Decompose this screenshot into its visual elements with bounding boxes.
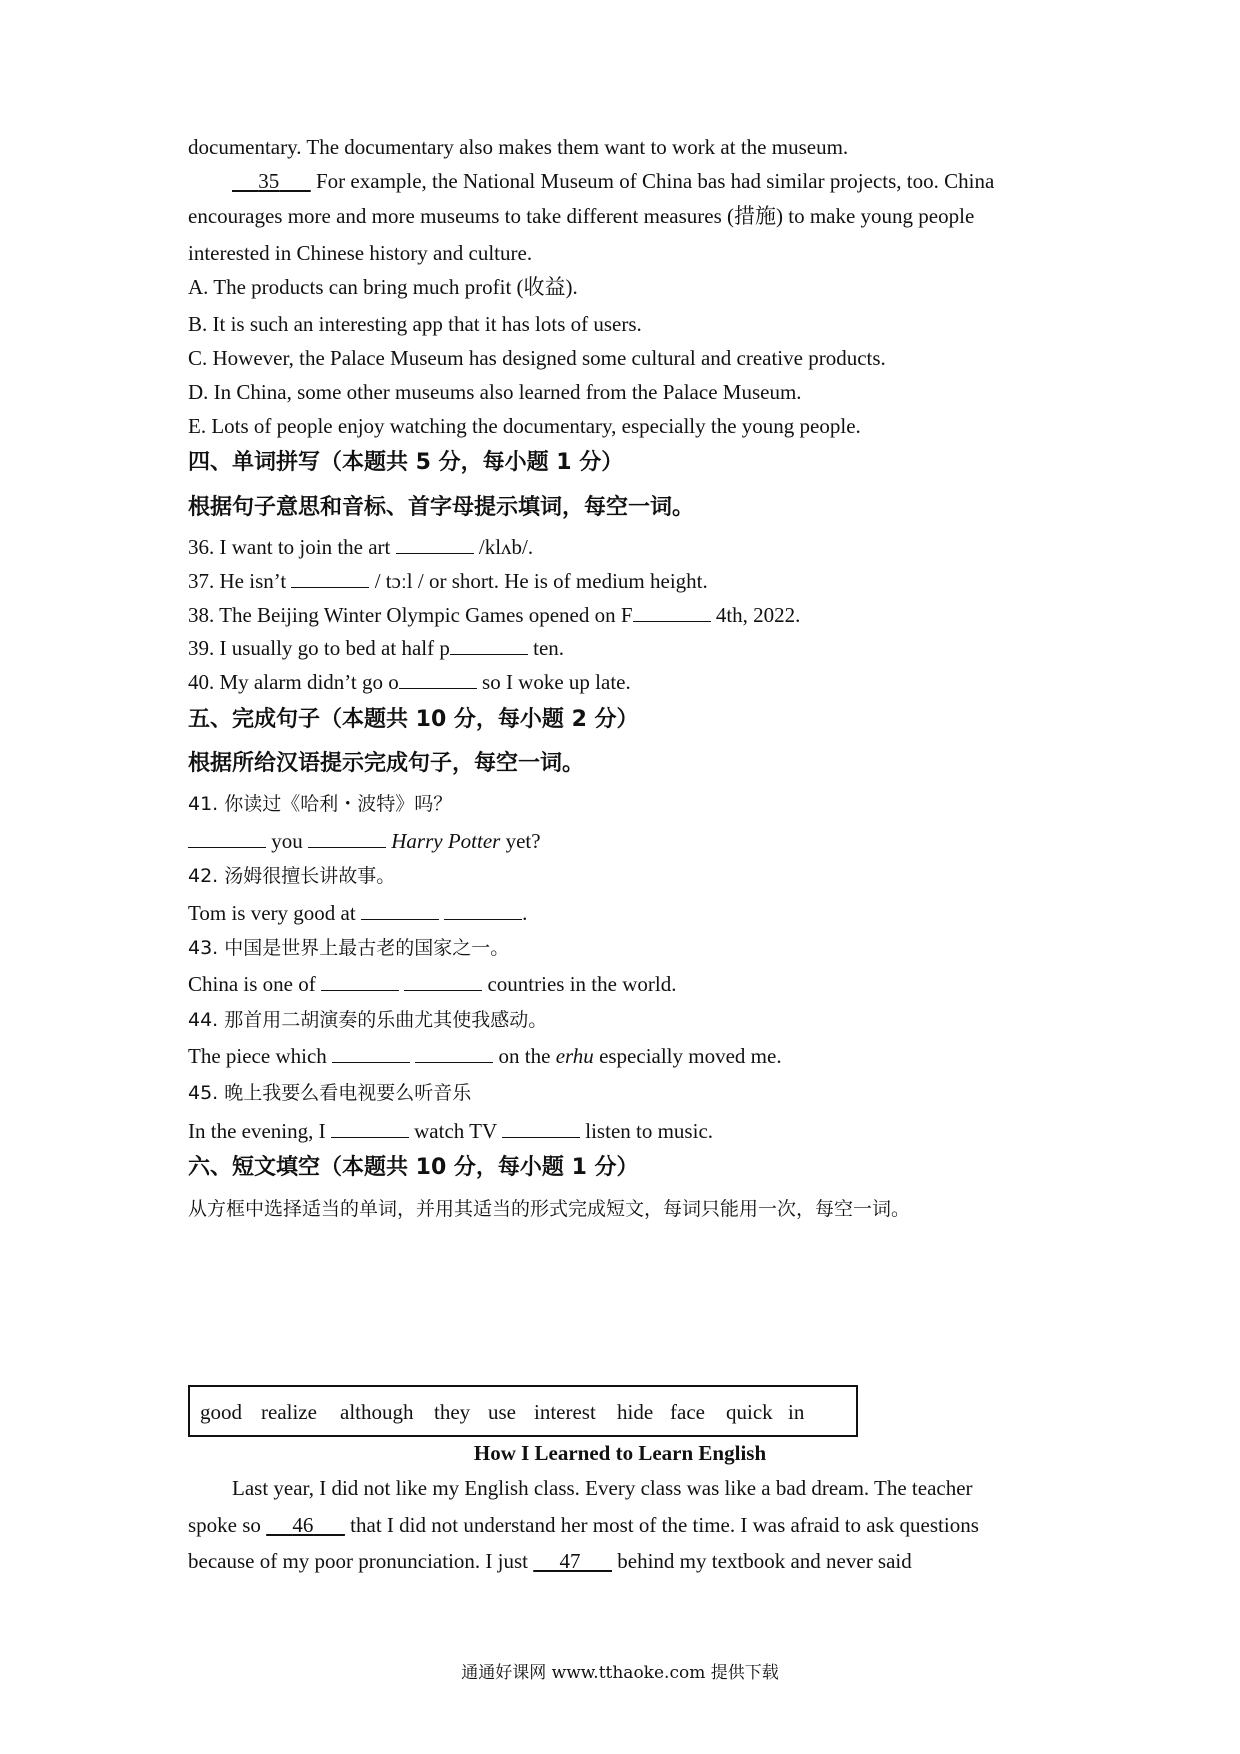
question-36: 36. I want to join the art /klʌb/. — [188, 535, 534, 559]
option-b: B. It is such an interesting app that it has lots of users. — [188, 312, 642, 336]
passage-line: Last year, I did not like my English class. Every class was like a bad dream. The teacher — [232, 1476, 973, 1500]
question-41-chinese: 41. 你读过《哈利・波特》吗？ — [188, 793, 453, 815]
blank-35: 35 — [258, 169, 280, 193]
question-45-sentence: In the evening, I watch TV listen to music. — [188, 1119, 714, 1143]
page-footer: 通通好课网 www.tthaoke.com 提供下载 — [461, 1663, 779, 1683]
word-bank-box — [188, 1385, 858, 1437]
question-35-line: 35 For example, the National Museum of China bas had similar projects, too. China — [232, 168, 994, 194]
word-bank-word: realize — [261, 1400, 317, 1424]
question-39: 39. I usually go to bed at half p ten. — [188, 636, 565, 660]
passage-line: encourages more and more museums to take different measures (措施) to make young people — [188, 204, 975, 228]
word-bank-word: they — [434, 1400, 471, 1424]
section-4-instruction: 根据句子意思和音标、首字母提示填词，每空一词。 — [188, 495, 695, 520]
section-5-heading: 五、完成句子（本题共 10 分，每小题 2 分） — [188, 707, 639, 732]
word-bank-word: face — [670, 1400, 705, 1424]
passage-line: interested in Chinese history and culture. — [188, 241, 533, 265]
blank-47: 47 — [559, 1549, 581, 1573]
question-42-chinese: 42. 汤姆很擅长讲故事。 — [188, 865, 396, 887]
passage-line: spoke so 46 that I did not understand her most of the time. I was afraid to ask questions — [188, 1513, 979, 1537]
option-d: D. In China, some other museums also learned from the Palace Museum. — [188, 380, 802, 404]
question-38: 38. The Beijing Winter Olympic Games opened on F 4th, 2022. — [188, 603, 801, 627]
question-43-chinese: 43. 中国是世界上最古老的国家之一。 — [188, 937, 510, 959]
passage-title: How I Learned to Learn English — [473, 1441, 767, 1465]
option-e: E. Lots of people enjoy watching the documentary, especially the young people. — [188, 414, 861, 438]
question-45-chinese: 45. 晚上我要么看电视要么听音乐 — [188, 1082, 472, 1104]
option-c: C. However, the Palace Museum has designed some cultural and creative products. — [188, 346, 886, 370]
question-37: 37. He isn’t / tɔːl / or short. He is of medium height. — [188, 569, 708, 593]
question-42-sentence: Tom is very good at . — [188, 901, 528, 925]
section-5-instruction: 根据所给汉语提示完成句子，每空一词。 — [188, 751, 585, 776]
question-44-sentence: The piece which on the erhu especially moved me. — [188, 1044, 782, 1068]
word-bank-word: use — [488, 1400, 516, 1424]
passage-line: because of my poor pronunciation. I just 47 behind my textbook and never said — [188, 1549, 912, 1573]
word-bank-word: quick — [726, 1400, 773, 1424]
question-44-chinese: 44. 那首用二胡演奏的乐曲尤其使我感动。 — [188, 1009, 548, 1031]
section-6-heading: 六、短文填空（本题共 10 分，每小题 1 分） — [188, 1155, 639, 1180]
word-bank-word: good — [200, 1400, 242, 1424]
word-bank-word: in — [788, 1400, 805, 1424]
question-40: 40. My alarm didn’t go o so I woke up late. — [188, 670, 631, 694]
section-4-heading: 四、单词拼写（本题共 5 分，每小题 1 分） — [188, 450, 624, 475]
passage-line: documentary. The documentary also makes them want to work at the museum. — [188, 135, 849, 159]
word-bank-word: interest — [534, 1400, 596, 1424]
section-6-instruction: 从方框中选择适当的单词，并用其适当的形式完成短文，每词只能用一次，每空一词。 — [188, 1198, 911, 1220]
question-43-sentence: China is one of countries in the world. — [188, 972, 677, 996]
question-41-sentence: you Harry Potter yet? — [188, 828, 541, 854]
option-a: A. The products can bring much profit (收益). — [188, 275, 578, 299]
word-bank-word: hide — [617, 1400, 654, 1424]
blank-46: 46 — [292, 1513, 314, 1537]
word-bank-word: although — [340, 1400, 414, 1424]
